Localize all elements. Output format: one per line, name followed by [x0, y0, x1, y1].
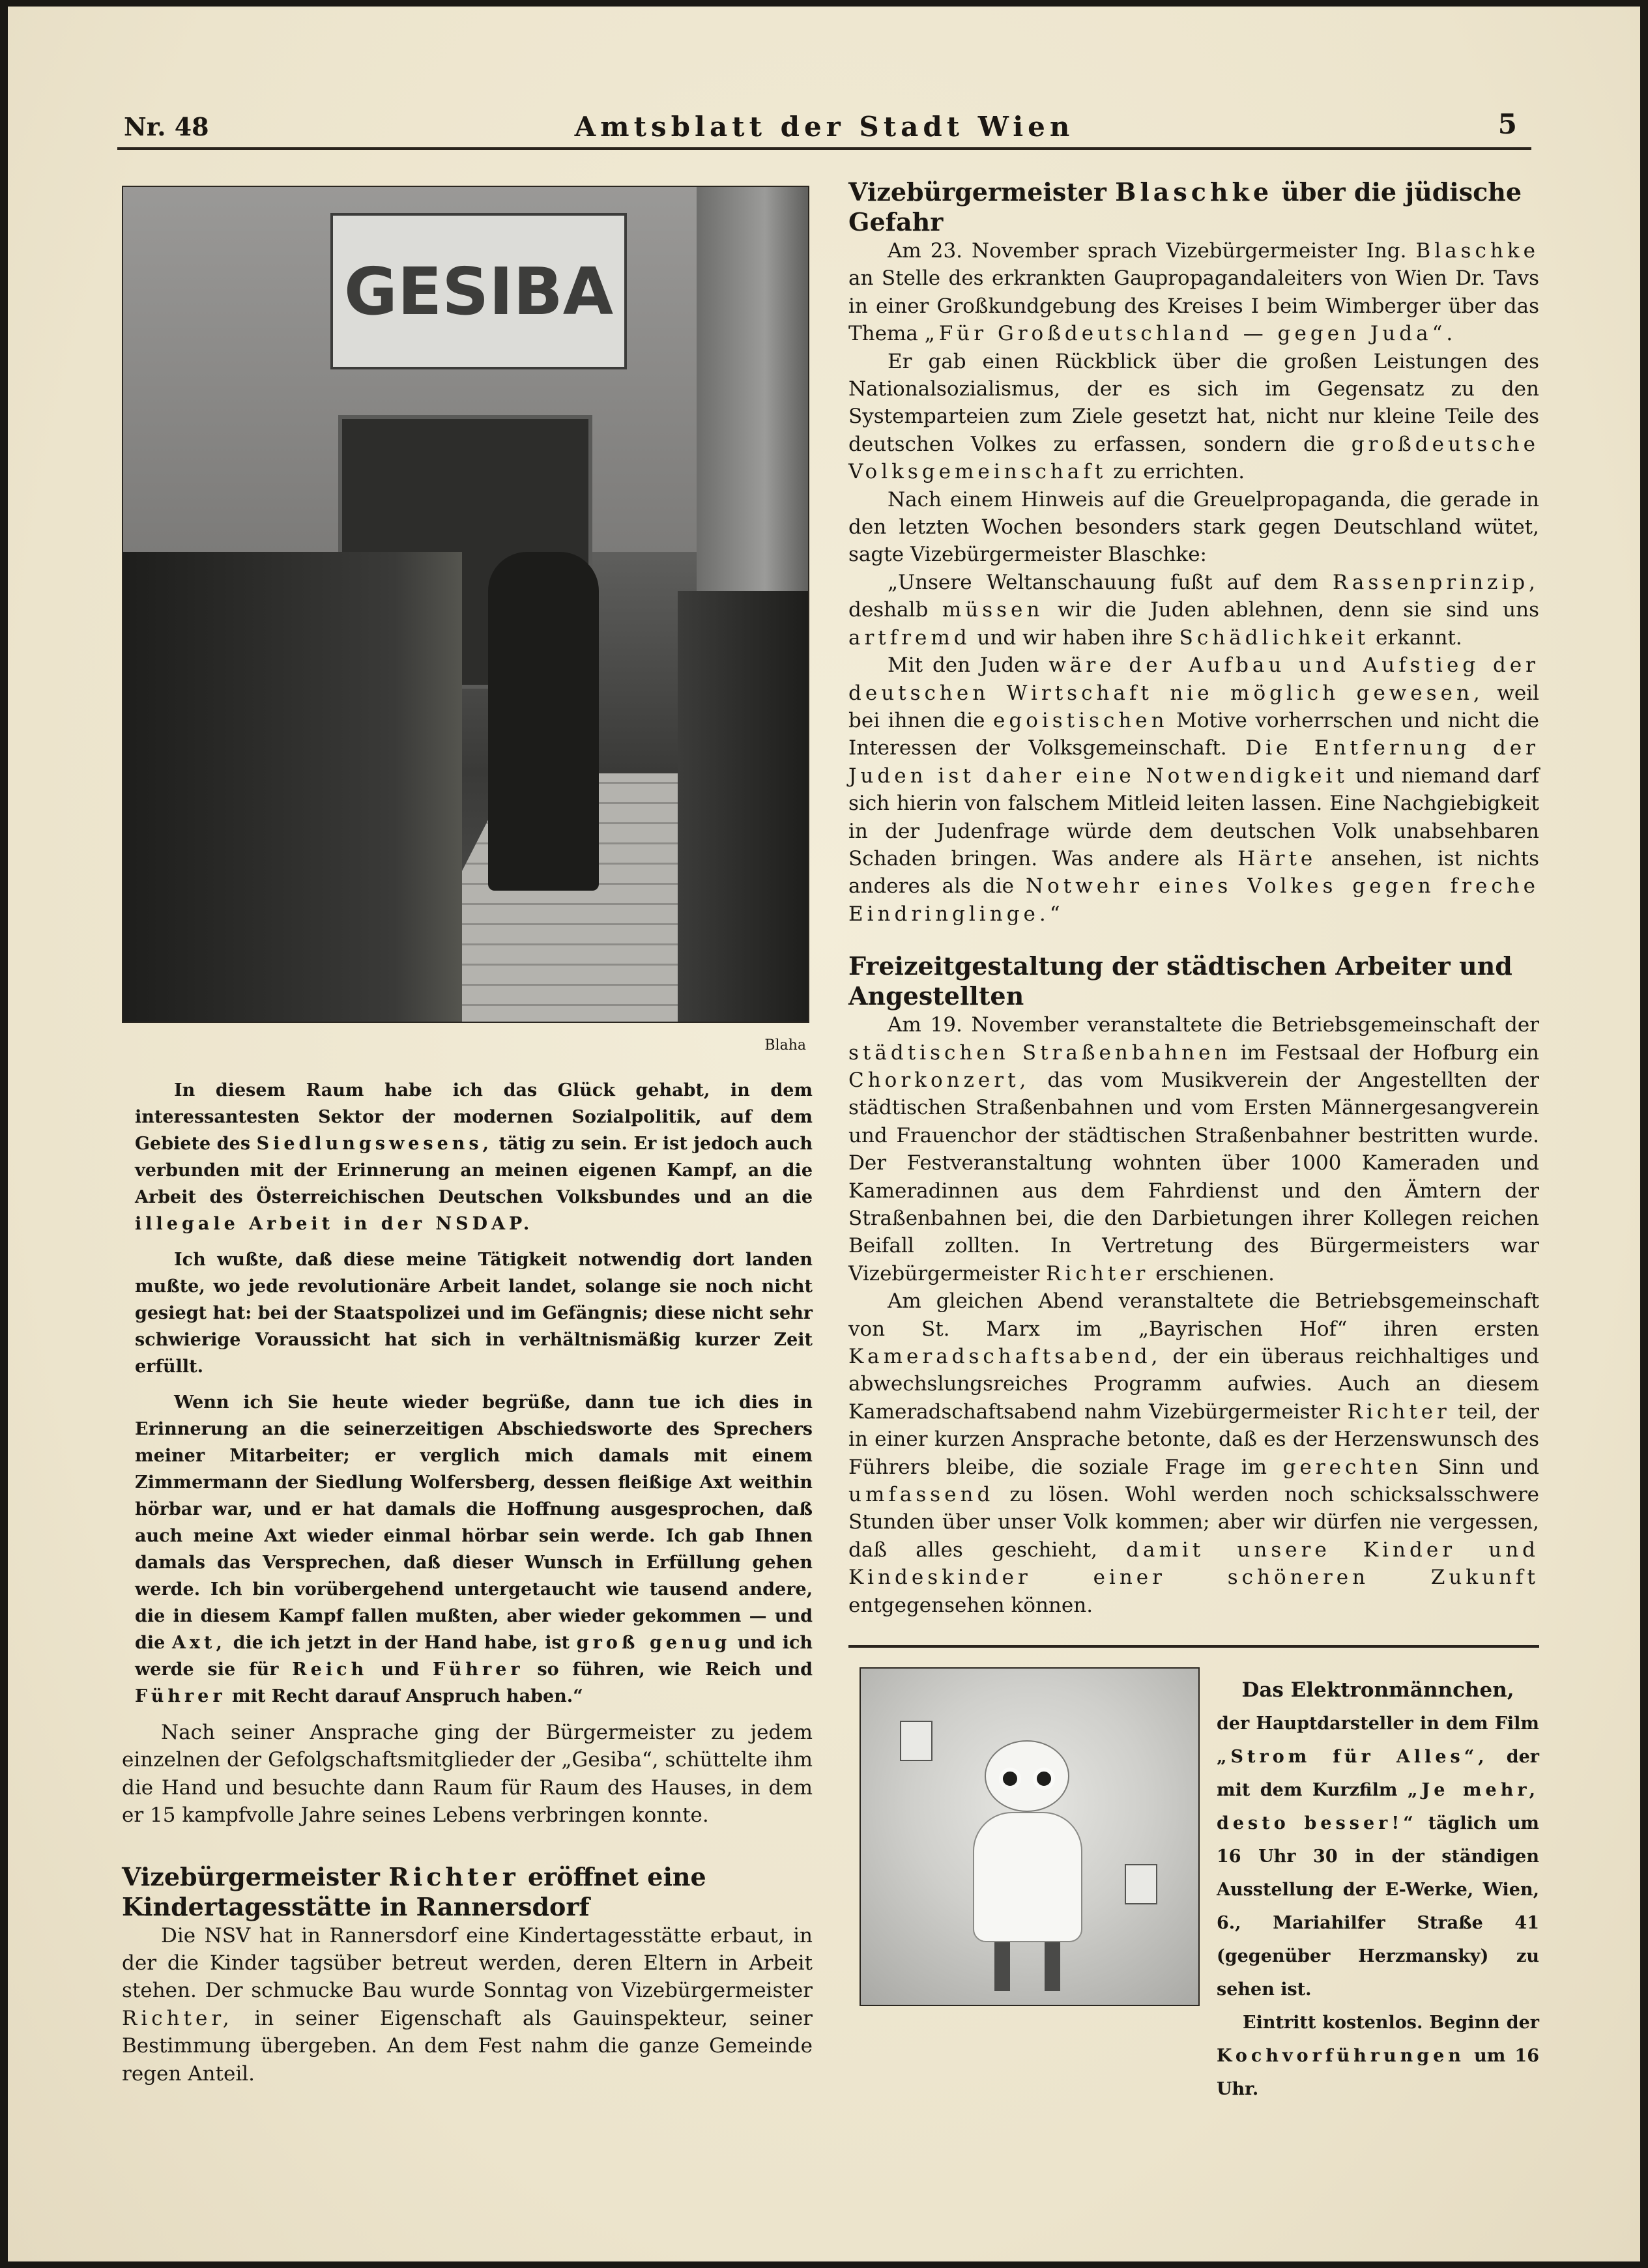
robot-leg — [994, 1942, 1010, 1991]
article-body — [122, 1719, 813, 1830]
advertisement — [848, 1667, 1539, 2100]
robot-leg — [1045, 1942, 1060, 1991]
ad-title: Das Elektronmännchen, — [1241, 1678, 1514, 1702]
photo-credit: Blaha — [764, 1037, 806, 1054]
article-paragraph: Er gab einen Rückblick über die großen Leistungen des Nationalsozialismus, der es sich im Gegensatz zu den Systemparteien zum Ziele gesetzt hat, nicht nur kleine Teile des deutschen Volkes zu erfassen, sondern die großdeutsche Volksgemeinschaft zu errichten. — [848, 349, 1539, 484]
plug-icon — [900, 1721, 932, 1761]
speech-quote — [122, 1077, 813, 1710]
crowd-left — [123, 552, 462, 1023]
newspaper-page — [8, 7, 1640, 2261]
article-body — [122, 1922, 813, 2088]
article-heading-richter: Vizebürgermeister Richter eröffnet eine Kindertagesstätte in Rannersdorf — [122, 1861, 706, 1921]
article-paragraph: Nach einem Hinweis auf die Greuelpropaganda, die gerade in den letzten Wochen besonders stark gegen Deutschland wütet, sagte Vizebürgermeister Blaschke: — [848, 487, 1539, 567]
article-heading-freizeit: Freizeitgestaltung der städtischen Arbeiter und Angestellten — [848, 951, 1512, 1011]
ad-text — [1217, 1674, 1539, 2106]
article-paragraph: Die NSV hat in Rannersdorf eine Kindertagesstätte erbaut, in der die Kinder tagsüber betreut werden, deren Eltern in Arbeit stehen. Der schmucke Bau wurde Sonntag von Vizebürgermeister Richter, in seiner Eigenschaft als Gauinspekteur, seiner Bestimmung übergeben. An dem Fest nahm die ganze Gemeinde regen Anteil. — [122, 1923, 813, 2086]
robot-eye — [999, 1768, 1021, 1790]
ad-body: der Hauptdarsteller in dem Film „Strom für Alles“, der mit dem Kurzfilm „Je mehr, desto besser!“ täglich um 16 Uhr 30 in der ständigen Ausstellung der E-Werke, Wien, 6., Mariahilfer Straße 41 (gegenüber Herzmansky) zu sehen ist. — [1217, 1714, 1539, 2000]
quote-paragraph: Mit den Juden wäre der Aufbau und Aufstieg der deutschen Wirtschaft nie möglich gewesen, weil bei ihnen die egoistischen Motive vorherrschen und nicht die Interessen der Volksgemeinschaft. Die Entfernung der Juden ist daher eine Notwendigkeit und niemand darf sich hierin von falschem Mitleid leiten lassen. Eine Nachgiebigkeit in der Judenfrage würde dem deutschen Volk unabsehbaren Schaden bringen. Was andere als Härte ansehen, ist nichts anderes als die Notwehr eines Volkes gegen freche Eindringlinge.“ — [848, 653, 1539, 926]
crowd-right — [678, 591, 808, 1023]
robot-photo — [860, 1667, 1200, 2006]
speech-paragraph: Ich wußte, daß diese meine Tätigkeit notwendig dort landen mußte, wo jede revolutionäre Arbeit landet, solange sie noch nicht gesiegt hat: bei der Staatspolizei und im Gefängnis; diese nicht sehr schwierige Voraussicht hat sich in verhältnismäßig kurzer Zeit erfüllt. — [135, 1250, 813, 1377]
article-body — [848, 237, 1539, 928]
article-body — [848, 1011, 1539, 1619]
speech-paragraph: Wenn ich Sie heute wieder begrüße, dann tue ich dies in Erinnerung an die seinerzeitigen Abschiedsworte des Sprechers meiner Mitarbeiter; er verglich mich damals mit einem Zimmermann der Siedlung Wolfersberg, dessen fleißige Axt weithin hörbar war, und er hat damals die Hoffnung ausgesprochen, daß auch meine Axt wieder einmal hörbar sein werde. Ich gab Ihnen damals das Versprechen, daß dieser Wunsch in Erfüllung gehen werde. Ich bin vorübergehend untergetaucht wie tausend andere, die in diesem Kampf fallen mußten, aber wieder gekommen — und die Axt, die ich jetzt in der Hand habe, ist groß genug und ich werde sie für Reich und Führer so führen, wie Reich und Führer mit Recht darauf Anspruch haben.“ — [135, 1392, 813, 1706]
article-heading-blaschke: Vizebürgermeister Blaschke über die jüdische Gefahr — [848, 177, 1522, 237]
speech-paragraph: In diesem Raum habe ich das Glück gehabt, in dem interessantesten Sektor der modernen Sozialpolitik, auf dem Gebiete des Siedlungswesens, tätig zu sein. Er ist jedoch auch verbunden mit der Erinnerung an meinen eigenen Kampf, an die Arbeit des Österreichischen Deutschen Volksbundes und an die illegale Arbeit in der NSDAP. — [135, 1080, 813, 1234]
issue-number: Nr. 48 — [124, 112, 209, 141]
flag-banner — [697, 187, 809, 604]
robot-head — [985, 1740, 1069, 1812]
after-speech-paragraph: Nach seiner Ansprache ging der Bürgermeister zu jedem einzelnen der Gefolgschaftsmitglieder der „Gesiba“, schüttelte ihm die Hand und besuchte dann Raum für Raum des Hauses, in dem er 15 kampfvolle Jahre seines Lebens verbringen konnte. — [122, 1721, 813, 1828]
gesiba-sign: GESIBA — [330, 213, 627, 369]
article-paragraph: Am 23. November sprach Vizebürgermeister Ing. Blaschke an Stelle des erkrankten Gaupropagandaleiters von Wien Dr. Tavs in einer Großkundgebung des Kreises I beim Wimberger über das Thema „Für Großdeutschland — gegen Juda“. — [848, 239, 1539, 346]
page-header — [117, 104, 1531, 150]
ad-footer: Eintritt kostenlos. Beginn der Kochvorführungen um 16 Uhr. — [1217, 2013, 1539, 2100]
article-paragraph: Am 19. November veranstaltete die Betriebsgemeinschaft der städtischen Straßenbahnen im Festsaal der Hofburg ein Chorkonzert, das vom Musikverein der Angestellten der städtischen Straßenbahnen und vom Ersten Männergesangverein und Frauenchor der städtischen Straßenbahner bestritten wurde. Der Festveranstaltung wohnten über 1000 Kameraden und Kameradinnen aus dem Fahrdienst und den Ämtern der Straßenbahnen bei, die den Darbietungen ihrer Kollegen reichen Beifall zollten. In Vertretung des Bürgermeisters war Vizebürgermeister Richter erschienen. — [848, 1013, 1540, 1285]
publication-title: Amtsblatt der Stadt Wien — [574, 111, 1075, 143]
gesiba-photo — [122, 186, 809, 1023]
section-divider — [848, 1645, 1539, 1648]
robot-eye — [1033, 1768, 1055, 1790]
plug-icon — [1125, 1864, 1157, 1904]
page-number: 5 — [1497, 108, 1517, 140]
article-paragraph: Am gleichen Abend veranstaltete die Betriebsgemeinschaft von St. Marx im „Bayrischen Hof“ ihren ersten Kameradschaftsabend, der ein überaus reichhaltiges und abwechslungsreiches Programm aufwies. Auch an diesem Kameradschaftsabend nahm Vizebürgermeister Richter teil, der in einer kurzen Ansprache betonte, daß es der Herzenswunsch des Führers bleibe, die soziale Frage im gerechten Sinn und umfassend zu lösen. Wohl werden noch schicksalsschwere Stunden über unser Volk kommen; aber wir dürfen nie vergessen, daß alles geschieht, damit unsere Kinder und Kindeskinder einer schöneren Zukunft entgegensehen können. — [848, 1289, 1540, 1617]
robot-body — [973, 1812, 1082, 1942]
left-column — [122, 186, 813, 2088]
quote-paragraph: „Unsere Weltanschauung fußt auf dem Rassenprinzip, deshalb müssen wir die Juden ablehnen, denn sie sind uns artfremd und wir haben ihre Schädlichkeit erkannt. — [848, 570, 1540, 650]
central-figure — [488, 552, 599, 891]
right-column — [848, 177, 1540, 2100]
